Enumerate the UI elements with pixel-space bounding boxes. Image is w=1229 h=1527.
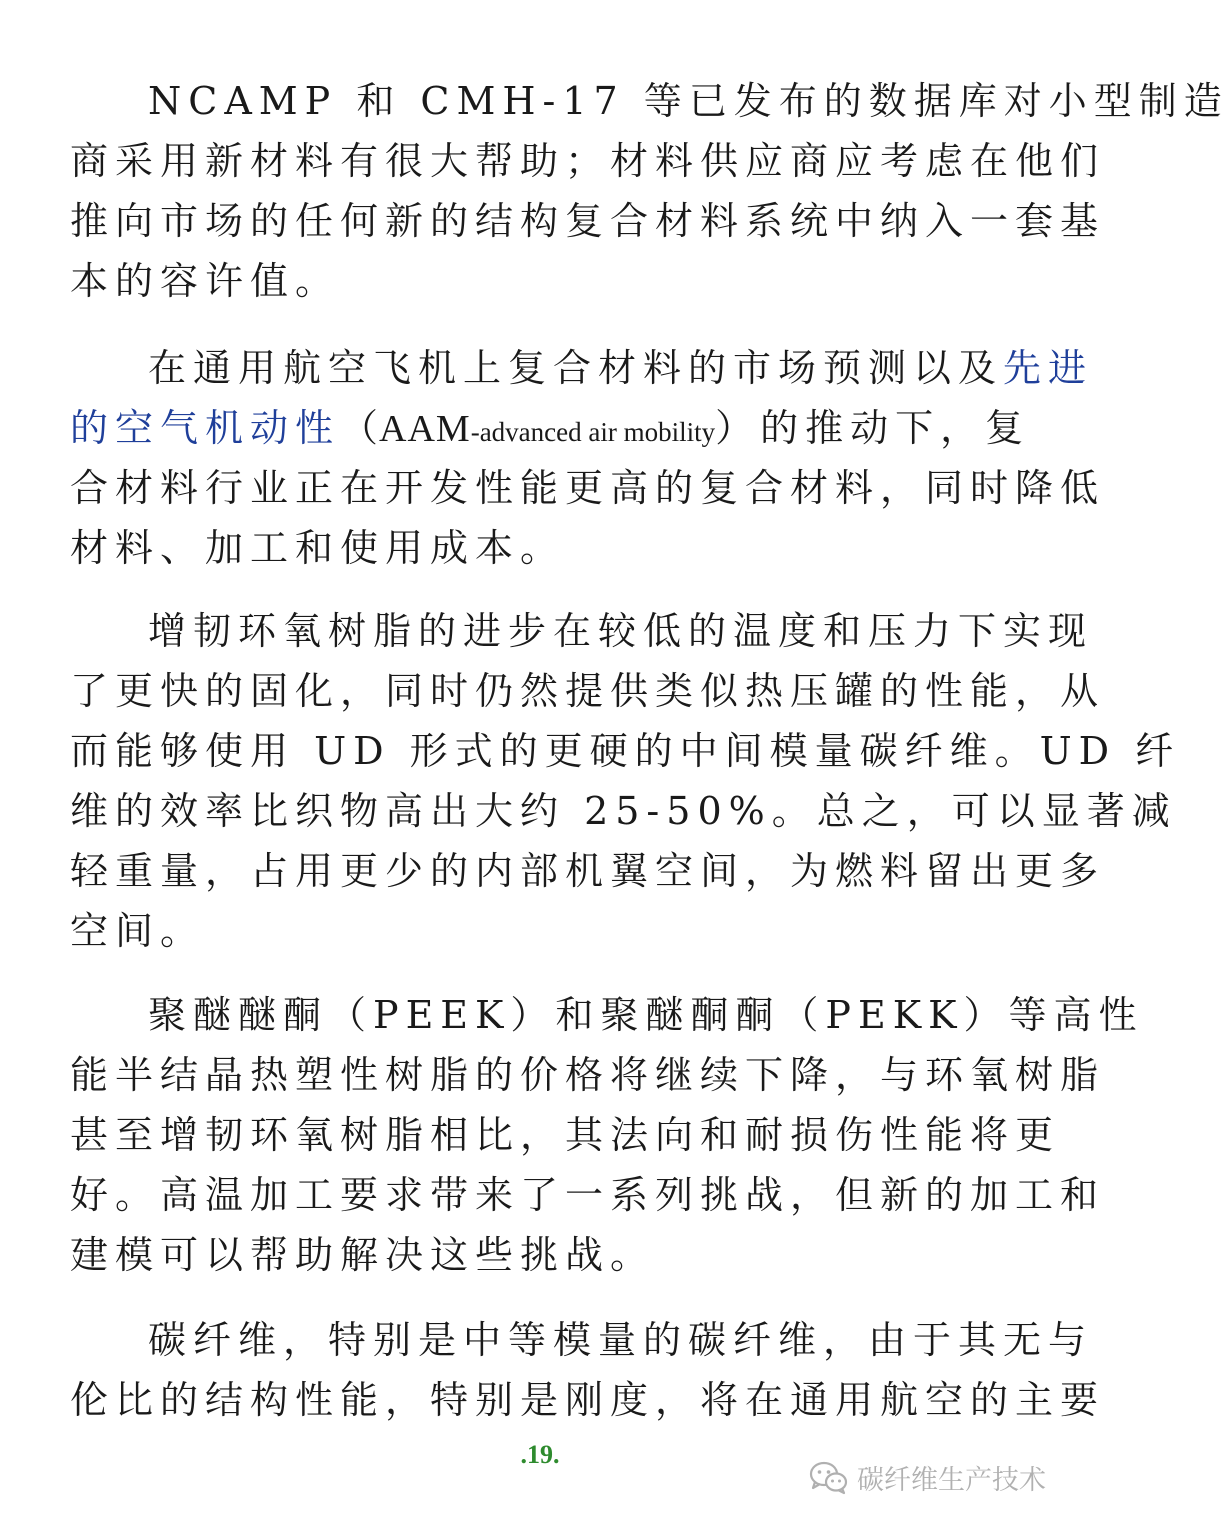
- text-line: 建模可以帮助解决这些挑战。: [70, 1233, 656, 1277]
- text-line: [148, 343, 1093, 393]
- text-line: 甚至增韧环氧树脂相比，其法向和耐损伤性能将更: [70, 1113, 1061, 1157]
- watermark-text: 碳纤维生产技术: [857, 1465, 1046, 1496]
- text-line: 推向市场的任何新的结构复合材料系统中纳入一套基: [70, 199, 1106, 243]
- text-span: （AAM: [340, 408, 471, 450]
- text-line: 好。高温加工要求带来了一系列挑战，但新的加工和: [70, 1173, 1106, 1217]
- text-line: 本的容许值。: [70, 259, 341, 303]
- text-line: NCAMP 和 CMH-17 等已发布的数据库对小型制造: [148, 79, 1229, 123]
- text-line: 能半结晶热塑性树脂的价格将继续下降，与环氧树脂: [70, 1053, 1106, 1097]
- text-span: ）的推动下，复: [715, 406, 1031, 450]
- text-line: 空间。: [70, 909, 206, 953]
- text-line: 伦比的结构性能，特别是刚度，将在通用航空的主要: [70, 1378, 1106, 1422]
- text-line: 碳纤维，特别是中等模量的碳纤维，由于其无与: [148, 1318, 1094, 1362]
- aam-link[interactable]: 先进: [1003, 346, 1094, 390]
- text-span: 在通用航空飞机上复合材料的市场预测以及: [148, 346, 1004, 390]
- wechat-icon: [809, 1461, 849, 1495]
- text-line: 轻重量，占用更少的内部机翼空间，为燃料留出更多: [70, 849, 1106, 893]
- page-number: .19.: [520, 1440, 560, 1469]
- text-line: 增韧环氧树脂的进步在较低的温度和压力下实现: [148, 609, 1094, 653]
- text-line: 材料、加工和使用成本。: [70, 526, 566, 570]
- text-line: 了更快的固化，同时仍然提供类似热压罐的性能，从: [70, 669, 1106, 713]
- text-line: 聚醚醚酮（PEEK）和聚醚酮酮（PEKK）等高性: [148, 993, 1144, 1037]
- text-line: 商采用新材料有很大帮助；材料供应商应考虑在他们: [70, 139, 1106, 183]
- watermark: [809, 1458, 1046, 1497]
- text-line: 而能够使用 UD 形式的更硬的中间模量碳纤维。UD 纤: [70, 729, 1181, 773]
- text-line: 合材料行业正在开发性能更高的复合材料，同时降低: [70, 466, 1106, 510]
- text-span: -advanced air mobility: [470, 417, 716, 447]
- text-line: [70, 403, 1030, 453]
- text-line: 维的效率比织物高出大约 25-50%。总之，可以显著减: [70, 789, 1177, 833]
- aam-link-continued[interactable]: 的空气机动性: [70, 406, 341, 450]
